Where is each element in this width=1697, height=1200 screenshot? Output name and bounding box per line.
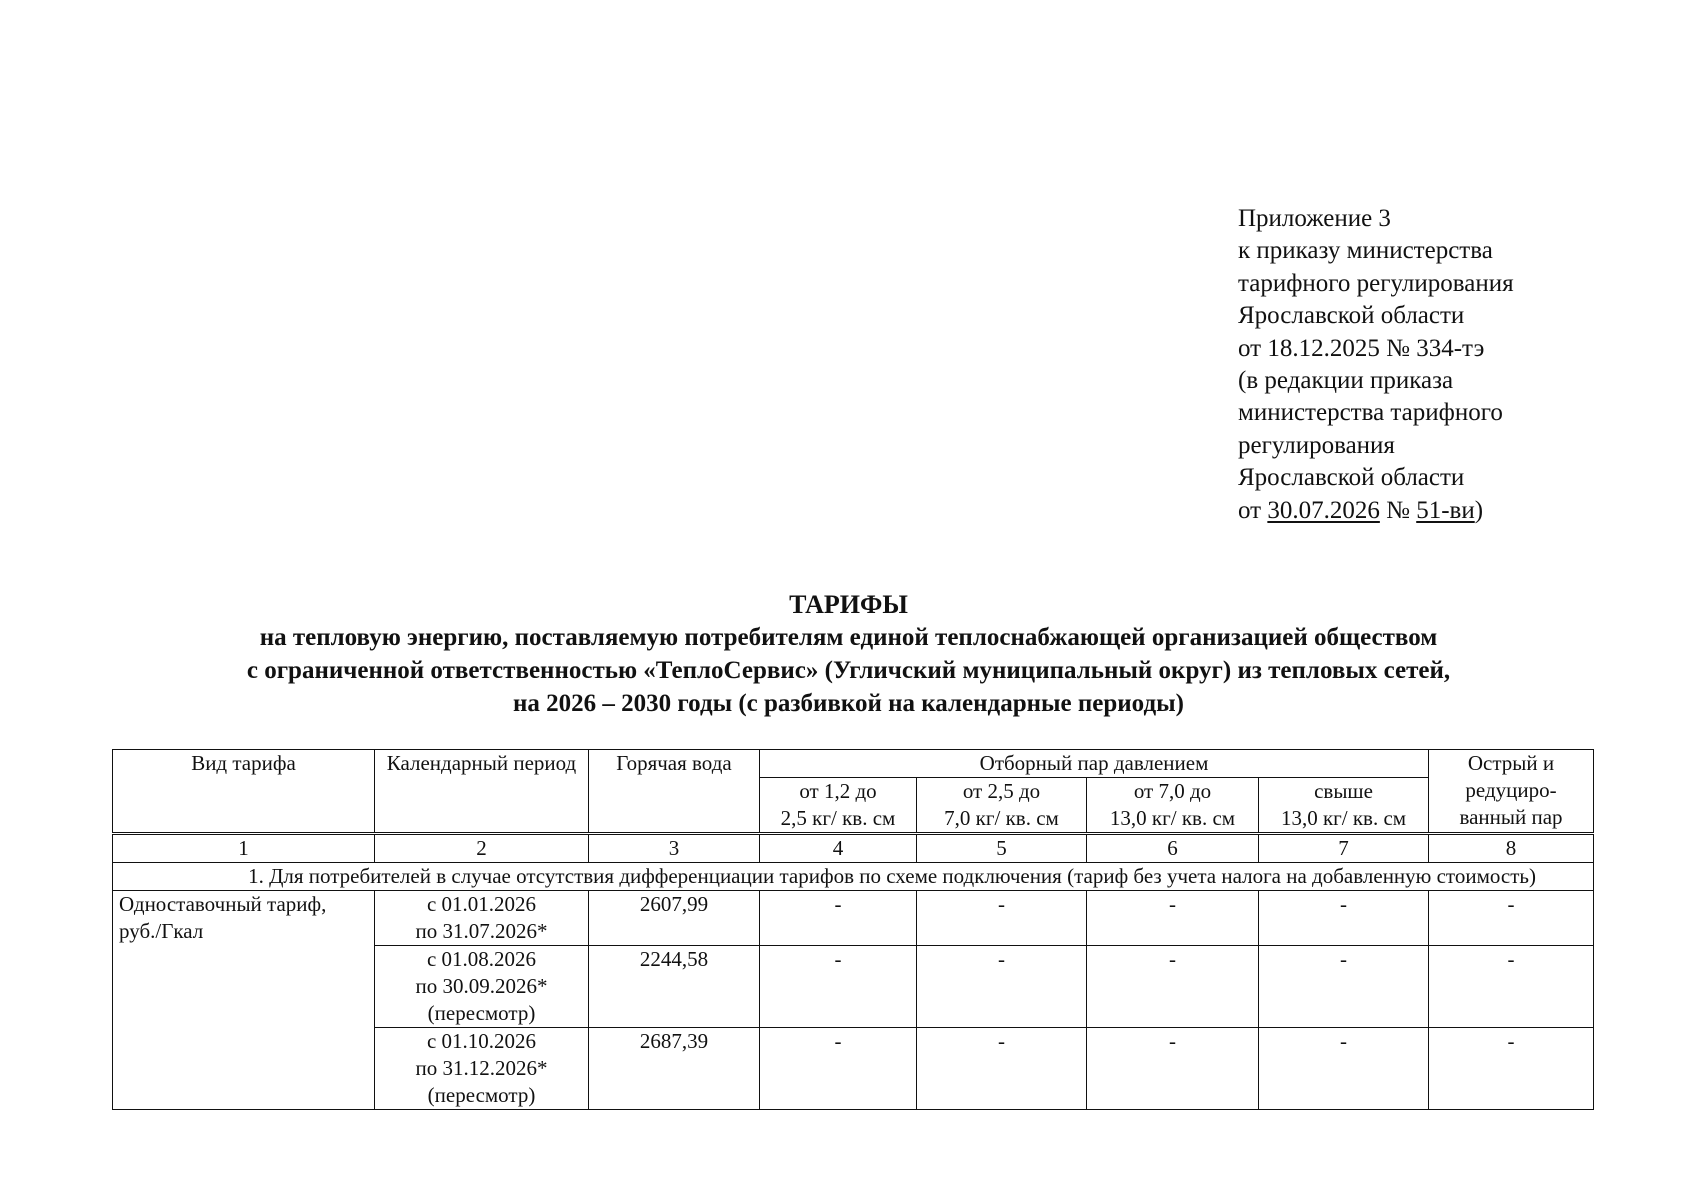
hot-water-value: 2607,99	[589, 891, 760, 946]
appendix-line: министерства тарифного	[1238, 399, 1503, 427]
column-number-row	[113, 834, 1594, 863]
value-cell: -	[1429, 1028, 1594, 1110]
period-cell	[375, 891, 589, 946]
value-cell: -	[917, 1028, 1087, 1110]
value-cell: -	[1259, 946, 1429, 1028]
header-sharp-steam-line: ванный пар	[1459, 805, 1563, 829]
column-number: 7	[1259, 834, 1429, 863]
appendix-mid: №	[1379, 496, 1417, 524]
column-number: 3	[589, 834, 760, 863]
table-row	[113, 891, 1594, 946]
header-sharp-steam-line: Острый и	[1467, 751, 1555, 775]
tariff-name-line: руб./Гкал	[119, 919, 204, 943]
header-line: 13,0 кг/ кв. см	[1280, 806, 1407, 830]
period-cell	[375, 1028, 589, 1110]
value-cell: -	[917, 946, 1087, 1028]
period-line: с 01.08.2026	[426, 947, 537, 971]
value-cell: -	[917, 891, 1087, 946]
appendix-line: Приложение 3	[1238, 205, 1391, 232]
header-hot-water: Горячая вода	[589, 750, 760, 834]
value-cell: -	[1087, 1028, 1259, 1110]
header-line: 7,0 кг/ кв. см	[944, 806, 1059, 830]
value-cell: -	[1259, 1028, 1429, 1110]
value-cell: -	[1429, 891, 1594, 946]
column-number: 4	[760, 834, 917, 863]
period-line: по 31.07.2026*	[415, 919, 548, 943]
header-period: Календарный период	[375, 750, 589, 834]
header-line: от 2,5 до	[962, 779, 1041, 803]
value-cell: -	[760, 1028, 917, 1110]
appendix-line: к приказу министерства	[1238, 237, 1493, 265]
appendix-line: Ярославской области	[1238, 464, 1465, 492]
appendix-line: тарифного регулирования	[1238, 269, 1514, 297]
amendment-date: 30.07.2026	[1267, 496, 1380, 524]
period-cell	[375, 946, 589, 1028]
column-number: 1	[113, 834, 375, 863]
appendix-line: регулирования	[1238, 431, 1395, 459]
period-line: (пересмотр)	[427, 1001, 536, 1025]
period-line: по 30.09.2026*	[415, 974, 548, 998]
tariff-name-cell	[113, 891, 375, 1110]
header-row	[113, 750, 1594, 778]
document-heading	[0, 588, 1697, 720]
appendix-line: от 18.12.2025 № 334-тэ	[1238, 334, 1485, 362]
appendix-last-line	[1238, 495, 1514, 527]
hot-water-value: 2244,58	[589, 946, 760, 1028]
tariff-name-line: Одноставочный тариф,	[119, 892, 327, 916]
header-line: 2,5 кг/ кв. см	[780, 806, 896, 830]
header-line: свыше	[1314, 779, 1373, 803]
column-number: 8	[1429, 834, 1594, 863]
tariffs-table	[112, 749, 1594, 1110]
appendix-suffix: )	[1474, 496, 1484, 524]
value-cell: -	[1259, 891, 1429, 946]
period-line: с 01.10.2026	[426, 1029, 537, 1053]
header-sharp-steam-line: редуциро-	[1465, 778, 1557, 802]
appendix-line: Ярославской области	[1238, 302, 1465, 330]
appendix-block	[1238, 203, 1514, 527]
hot-water-value: 2687,39	[589, 1028, 760, 1110]
header-tariff-type: Вид тарифа	[113, 750, 375, 834]
value-cell: -	[1087, 891, 1259, 946]
header-steam-col	[760, 778, 917, 834]
period-line: с 01.01.2026	[426, 892, 537, 916]
header-steam-group: Отборный пар давлением	[760, 750, 1429, 778]
section-title: 1. Для потребителей в случае отсутствия дифференциации тарифов по схеме подключения (тариф без учета налога на добавленную стоимость)	[113, 863, 1594, 891]
appendix-prefix: от	[1238, 496, 1268, 524]
header-line: от 7,0 до	[1133, 779, 1212, 803]
column-number: 2	[375, 834, 589, 863]
heading-line: на 2026 – 2030 годы (с разбивкой на календарные периоды)	[513, 690, 1184, 717]
header-line: 13,0 кг/ кв. см	[1109, 806, 1236, 830]
header-steam-col	[1087, 778, 1259, 834]
period-line: (пересмотр)	[427, 1083, 536, 1107]
value-cell: -	[760, 891, 917, 946]
value-cell: -	[760, 946, 917, 1028]
appendix-line: (в редакции приказа	[1238, 367, 1454, 395]
header-line: от 1,2 до	[799, 779, 877, 803]
value-cell: -	[1087, 946, 1259, 1028]
header-steam-col	[1259, 778, 1429, 834]
heading-line: на тепловую энергию, поставляемую потребителям единой теплоснабжающей организацией обществом	[259, 624, 1438, 651]
value-cell: -	[1429, 946, 1594, 1028]
document-title: ТАРИФЫ	[789, 590, 908, 619]
header-sharp-steam	[1429, 750, 1594, 834]
period-line: по 31.12.2026*	[415, 1056, 548, 1080]
heading-line: с ограниченной ответственностью «ТеплоСервис» (Угличский муниципальный округ) из тепловых сетей,	[246, 657, 1451, 684]
column-number: 6	[1087, 834, 1259, 863]
section-row	[113, 863, 1594, 891]
header-steam-col	[917, 778, 1087, 834]
amendment-number: 51-ви	[1416, 496, 1475, 524]
column-number: 5	[917, 834, 1087, 863]
